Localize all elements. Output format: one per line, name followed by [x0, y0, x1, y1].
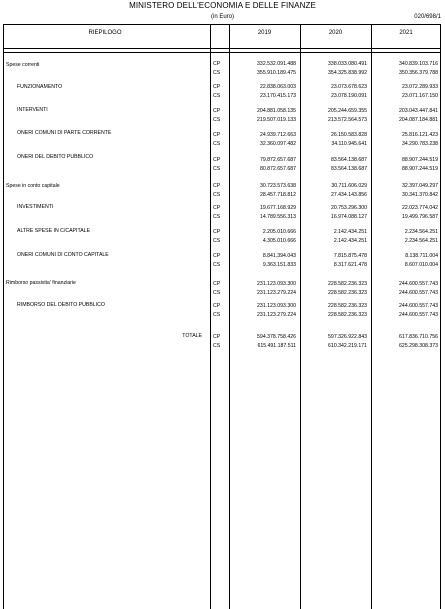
value-cell: 2.234.564.251 2.234.564.251	[404, 229, 438, 244]
total-value-cell: 617.836.710.756 625.298.308.373	[399, 334, 438, 349]
row-label: ONERI COMUNI DI CONTO CAPITALE	[17, 252, 109, 258]
value-cell: 83.564.138.687 83.564.138.687	[330, 157, 367, 172]
header-divider	[3, 52, 441, 53]
header-divider	[3, 48, 441, 49]
value-cell: 23.073.678.623 23.078.190.091	[330, 84, 367, 99]
divider	[210, 24, 211, 609]
value-cell: 22.023.774.042 19.499.796.587	[401, 205, 438, 220]
cp-cs-marker: CP CS	[213, 253, 221, 268]
row-label: ONERI DEL DEBITO PUBBLICO	[17, 154, 94, 160]
row-label: RIMBORSO DEL DEBITO PUBBLICO	[17, 302, 105, 308]
cp-cs-marker: CP CS	[213, 157, 221, 172]
value-cell: 231.123.093.300 231.123.279.224	[257, 303, 296, 318]
row-label: FUNZIONAMENTO	[17, 84, 63, 90]
cp-cs-marker: CP CS	[213, 303, 221, 318]
value-cell: 22.838.063.003 23.170.415.173	[259, 84, 296, 99]
value-cell: 205.244.659.355 213.572.564.573	[328, 108, 367, 123]
value-cell: 340.839.103.716 350.356.379.788	[399, 61, 438, 76]
value-cell: 26.150.583.828 34.110.945.641	[330, 132, 367, 147]
value-cell: 30.711.606.029 27.434.143.856	[330, 183, 367, 198]
cp-cs-marker: CP CS	[213, 132, 221, 147]
row-label: INVESTIMENTI	[17, 204, 54, 210]
cp-cs-marker: CP CS	[213, 229, 221, 244]
row-label: ALTRE SPESE IN C/CAPITALE	[17, 228, 91, 234]
cp-cs-marker: CP CS	[213, 108, 221, 123]
value-cell: 203.043.447.841 204.087.184.881	[399, 108, 438, 123]
value-cell: 228.582.236.323 228.582.236.323	[328, 281, 367, 296]
row-label: Rimborso passivita' finanziarie	[6, 280, 76, 286]
total-value-cell: 597.326.922.843 610.342.219.171	[328, 334, 367, 349]
value-cell: 231.123.093.300 231.123.279.224	[257, 281, 296, 296]
value-cell: 23.072.289.933 23.071.167.150	[401, 84, 438, 99]
value-cell: 19.677.168.929 14.789.556.313	[259, 205, 296, 220]
value-cell: 25.816.121.423 34.290.783.238	[401, 132, 438, 147]
cp-cs-marker: CP CS	[213, 183, 221, 198]
value-cell: 2.142.434.251 2.142.434.251	[333, 229, 367, 244]
value-cell: 244.600.557.743 244.600.557.743	[399, 303, 438, 318]
value-cell: 30.723.573.638 28.457.718.812	[259, 183, 296, 198]
column-header-year: 2019	[257, 30, 272, 36]
row-label: INTERVENTI	[17, 107, 48, 113]
value-cell: 20.753.296.300 16.974.088.127	[330, 205, 367, 220]
column-header-year: 2020	[328, 30, 343, 36]
value-cell: 8.138.711.004 8.607.010.004	[404, 253, 438, 268]
total-label: TOTALE	[182, 333, 202, 339]
total-value-cell: 594.378.758.426 615.491.187.511	[257, 334, 296, 349]
cp-cs-marker: CP CS	[213, 334, 221, 349]
value-cell: 7.815.875.478 8.317.621.478	[333, 253, 367, 268]
cp-cs-marker: CP CS	[213, 61, 221, 76]
value-cell: 332.532.091.488 355.910.189.475	[257, 61, 296, 76]
value-cell: 32.397.049.297 30.341.370.842	[401, 183, 438, 198]
column-header-year: 2021	[399, 30, 413, 36]
value-cell: 24.939.712.663 32.360.097.482	[259, 132, 296, 147]
value-cell: 8.841.394.043 9.363.151.833	[262, 253, 296, 268]
currency-note: (in Euro)	[210, 14, 234, 20]
row-label: Spese correnti	[6, 62, 40, 68]
cp-cs-marker: CP CS	[213, 84, 221, 99]
cp-cs-marker: CP CS	[213, 281, 221, 296]
page-title: MINISTERO DELL'ECONOMIA E DELLE FINANZE	[129, 1, 316, 10]
cp-cs-marker: CP CS	[213, 205, 221, 220]
row-label: Spese in conto capitale	[6, 183, 60, 189]
value-cell: 228.582.236.323 228.582.236.323	[328, 303, 367, 318]
value-cell: 88.907.244.519 88.907.244.519	[401, 157, 438, 172]
value-cell: 79.872.657.687 80.872.657.687	[259, 157, 296, 172]
value-cell: 2.205.010.666 4.305.010.666	[262, 229, 296, 244]
value-cell: 204.881.058.135 219.507.019.133	[257, 108, 296, 123]
value-cell: 338.033.080.491 354.325.838.992	[328, 61, 367, 76]
row-label: ONERI COMUNI DI PARTE CORRENTE	[17, 130, 112, 136]
value-cell: 244.600.557.743 244.600.557.743	[399, 281, 438, 296]
column-header-riepilogo: RIEPILOGO	[88, 30, 122, 36]
document-code: 020/698/1	[414, 14, 441, 20]
